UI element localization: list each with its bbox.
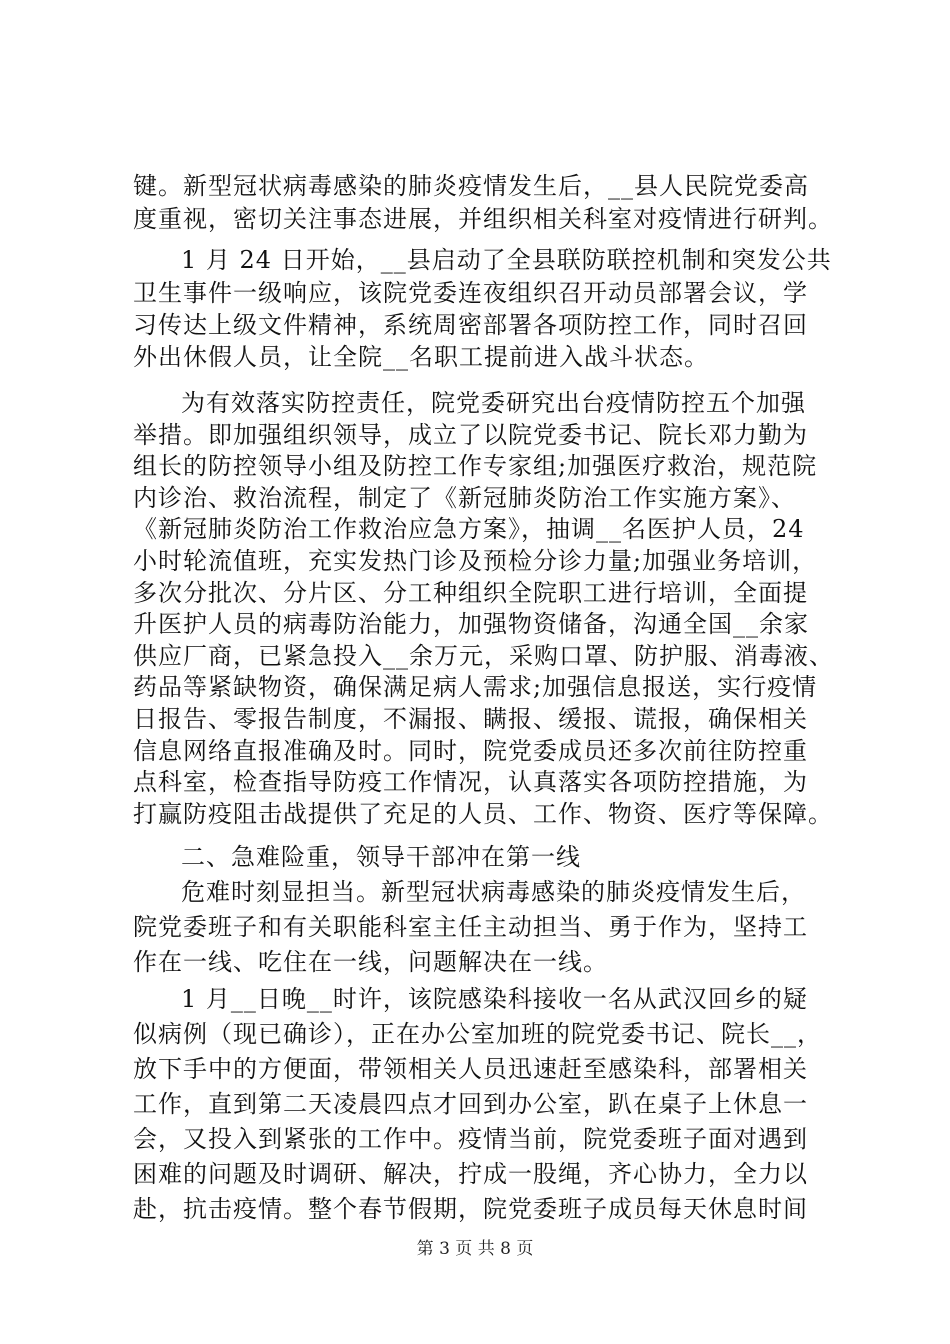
text-line: 1 月__日晚__时许，该院感染科接收一名从武汉回乡的疑 [181, 985, 808, 1013]
text-line: 危难时刻显担当。新型冠状病毒感染的肺炎疫情发生后， [181, 878, 806, 906]
text-line: 升医护人员的病毒防治能力，加强物资储备，沟通全国__余家 [133, 610, 809, 638]
text-line: 工作，直到第二天凌晨四点才回到办公室，趴在桌子上休息一 [133, 1090, 808, 1118]
text-line: 信息网络直报准确及时。同时，院党委成员还多次前往防控重 [133, 737, 808, 765]
text-line: 供应厂商，已紧急投入__余万元，采购口罩、防护服、消毒液、 [133, 642, 834, 670]
text-line: 键。新型冠状病毒感染的肺炎疫情发生后，__县人民院党委高 [133, 172, 809, 200]
text-line: 赴，抗击疫情。整个春节假期，院党委班子成员每天休息时间 [133, 1195, 808, 1223]
text-line: 内诊治、救治流程，制定了《新冠肺炎防治工作实施方案》、 [133, 484, 796, 512]
text-line: 举措。即加强组织领导，成立了以院党委书记、院长邓力勤为 [133, 421, 808, 449]
text-line: 日报告、零报告制度，不漏报、瞒报、缓报、谎报，确保相关 [133, 705, 808, 733]
page-number-footer: 第 3 页 共 8 页 [416, 1239, 534, 1259]
text-line: 院党委班子和有关职能科室主任主动担当、勇于作为，坚持工 [133, 913, 808, 941]
text-line: 小时轮流值班，充实发热门诊及预检分诊力量;加强业务培训， [133, 547, 818, 575]
text-line: 作在一线、吃住在一线，问题解决在一线。 [133, 948, 608, 976]
text-line: 点科室，检查指导防疫工作情况，认真落实各项防控措施，为 [133, 768, 808, 796]
text-line: 习传达上级文件精神，系统周密部署各项防控工作，同时召回 [133, 311, 808, 339]
text-line: 多次分批次、分片区、分工种组织全院职工进行培训，全面提 [133, 579, 808, 607]
text-line: 为有效落实防控责任，院党委研究出台疫情防控五个加强 [181, 389, 806, 417]
text-line: 打赢防疫阻击战提供了充足的人员、工作、物资、医疗等保障。 [133, 800, 833, 828]
text-line: 药品等紧缺物资，确保满足病人需求;加强信息报送，实行疫情 [133, 673, 818, 701]
text-line: 度重视，密切关注事态进展，并组织相关科室对疫情进行研判。 [133, 205, 833, 233]
text-line: 放下手中的方便面，带领相关人员迅速赶至感染科，部署相关 [133, 1055, 808, 1083]
text-line: 《新冠肺炎防治工作救治应急方案》，抽调__名医护人员，24 [133, 515, 805, 543]
text-line: 会，又投入到紧张的工作中。疫情当前，院党委班子面对遇到 [133, 1125, 808, 1153]
text-line: 似病例（现已确诊），正在办公室加班的院党委书记、院长__， [133, 1020, 822, 1048]
text-line: 困难的问题及时调研、解决，拧成一股绳，齐心协力，全力以 [133, 1160, 808, 1188]
text-line: 1 月 24 日开始，__县启动了全县联防联控机制和突发公共 [181, 246, 832, 274]
section-heading: 二、急难险重，领导干部冲在第一线 [181, 843, 581, 871]
text-line: 外出休假人员，让全院__名职工提前进入战斗状态。 [133, 343, 709, 371]
text-line: 组长的防控领导小组及防控工作专家组;加强医疗救治，规范院 [133, 452, 818, 480]
text-line: 卫生事件一级响应，该院党委连夜组织召开动员部署会议，学 [133, 279, 808, 307]
